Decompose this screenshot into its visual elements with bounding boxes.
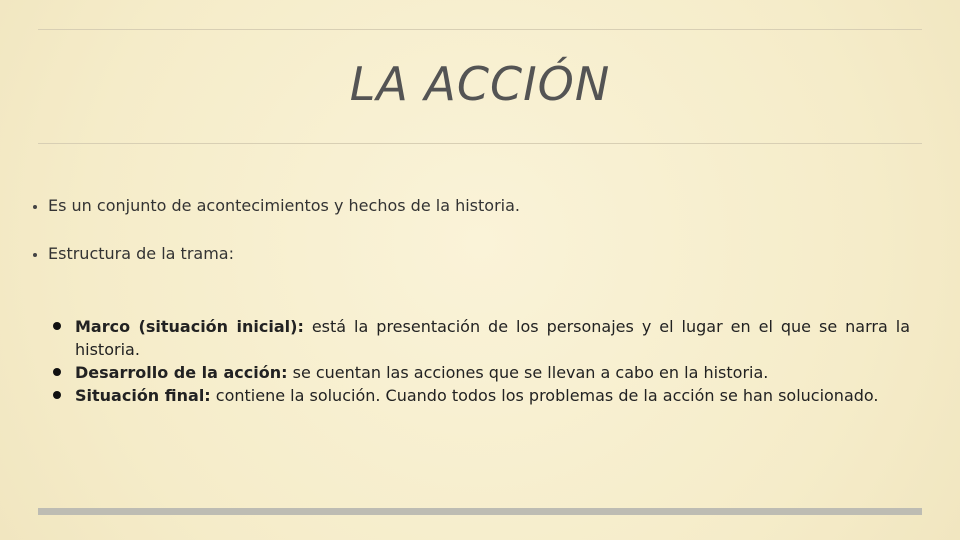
sub-bullet-term: Desarrollo de la acción: [75,363,288,382]
bullet-text: Es un conjunto de acontecimientos y hechos de la historia. [48,196,520,215]
footer-bar [38,508,922,515]
sub-bullet-item [50,361,910,384]
bullet-dot-icon [33,253,37,257]
sub-bullet-list [50,315,910,407]
slide-title: LA ACCIÓN [349,57,611,111]
bullet-dot-icon [33,205,37,209]
sub-bullet-text: contiene la solución. Cuando todos los problemas de la acción se han solucionado. [210,386,879,405]
bullet-text: Estructura de la trama: [48,244,234,263]
title-divider [38,143,922,144]
sub-bullet-item [50,384,910,407]
sub-bullet-text: se cuentan las acciones que se llevan a cabo en la historia. [287,363,769,382]
top-divider [38,29,922,30]
bullet-item [30,195,920,217]
sub-bullet-term: Situación final: [75,386,211,405]
bullet-item [30,243,920,265]
bullet-dot-icon [53,322,61,330]
sub-bullet-item [50,315,910,361]
bullet-dot-icon [53,391,61,399]
sub-bullet-text: está la presentación de los personajes y el lugar en el que se narra la historia. [75,317,910,359]
sub-bullet-term: Marco (situación inicial): [75,317,304,336]
bullet-list [30,195,920,291]
bullet-dot-icon [53,368,61,376]
